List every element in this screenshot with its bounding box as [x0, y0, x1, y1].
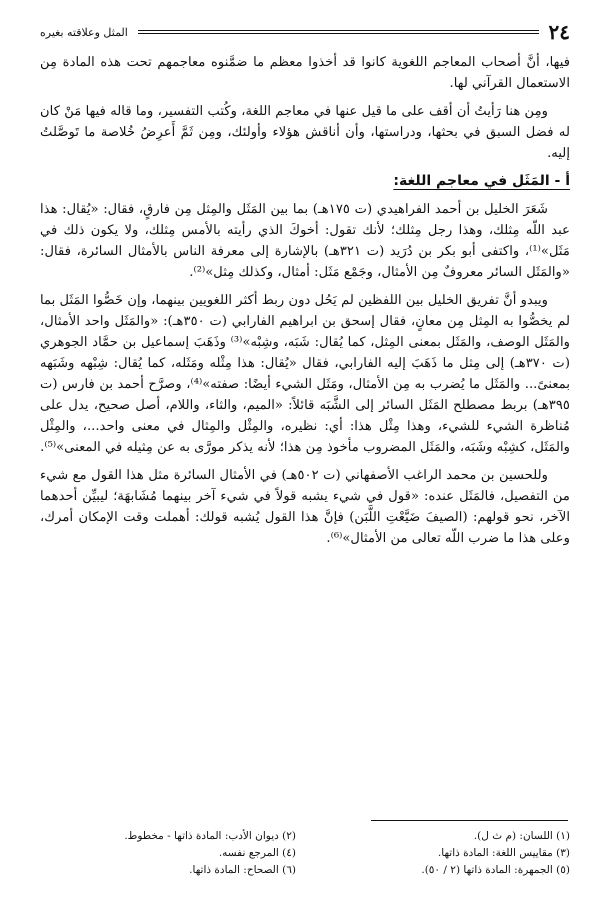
paragraph-lexicographers: ويبدو أنَّ تفريق الخليل بين اللفظين لم يَحُل دون ربط أكثر اللغويين بينهما، وإن خَصُّوا المَثَل بما لم يخصُّوا به المِثل مِن معانٍ، فقال إسحق بن ابراهيم الفارابي (ت ٣٥٠هـ): «والمَثَل واحد الأمثال، والمَثَل الوصف، والمَثَل بمعنى المِثل، كما يُقال: شَبَه، وشِبْه»⁽³⁾ وذَهَبَ إسماعيل بن حمَّاد الجوهري (ت ٣٧٠هـ) إلى مِثل ما ذَهَبَ إليه الفارابي، فقال «يُقال: هذا مِثْله ومَثَله، كما يُقال: شِبْهه وشَبَهه بمعنىً... والمَثَل ما يُضرب به مِن الأمثال، ومَثَل الشيء أيضًا: صفته»⁽⁴⁾، وصرَّح أحمد بن فارس (ت ٣٩٥هـ) بربط مصطلح المَثَل السائر إلى الشَّبَه قائلاً: «الميم، والثاء، واللام، أصل صحيح، يدل على مُناظرة الشيء للشيء، وهذا مِثْل هذا: أي: نظيره، والمِثْل والمِثال في معنى واحد...، والمِثْل والمَثَل، كشِبْه وشَبَه، والمَثَل المضروب مأخوذ مِن هذا؛ لأنه يذكر مورَّى به عن مِثيله في المعنى»⁽⁵⁾.: [40, 293, 570, 455]
footnote-1: (١) اللسان: (م ث ل).: [473, 830, 570, 842]
paragraph-continuation: فيها، أنَّ أصحاب المعاجم اللغوية كانوا قد أخذوا معظم ما ضمَّنوه معاجمهم تحت هذه المادة مِن الاستعمال القرآني لها.: [40, 55, 570, 91]
footnote-rule: [371, 820, 568, 821]
footnote-4: (٤) المرجع نفسه.: [218, 847, 296, 859]
footnotes: [40, 828, 570, 878]
page-number: ٢٤: [548, 20, 570, 44]
page-body: [40, 52, 570, 556]
section-heading: أ - المَثَل في معاجم اللغة:: [393, 173, 570, 189]
footnote-6: (٦) الصحاح: المادة ذاتها.: [189, 864, 296, 876]
paragraph-raghib: وللحسين بن محمد الراغب الأصفهاني (ت ٥٠٢هـ) في الأمثال السائرة مثل هذا القول مع شيء من التفصيل، فالمَثَل عنده: «قول في شيء يشبه قولاً في شيء آخر بينهما مُشَابهَة؛ ليبيِّن أحدهما الآخر، نحو قولهم: (الصيفَ ضَيَّعْتِ اللَّبَن) فإنَّ هذا القول يُشبه قولك: أهملت وقت الإمكان أمرك، وعلى هذا ما ضرب اللّه تعالى من الأمثال»⁽⁶⁾.: [40, 468, 570, 546]
page-header: [40, 20, 570, 44]
header-rule: [138, 30, 539, 34]
footnote-5: (٥) الجمهرة: المادة ذاتها (٢ / ٥٠).: [421, 864, 570, 876]
paragraph-intro: ومِن هنا رَأيتُ أن أقف على ما قيل عنها في معاجم اللغة، وكُتب التفسير، وما قاله فيها مَنْ كان له فضل السبق في بحثها، ودراستها، وأن أناقش هؤلاء وأولئك، ومِن ثَمَّ أَعرِضُ خُلاصة ما تَوصَّلتُ إليه.: [40, 104, 570, 161]
footnote-3: (٣) مقاييس اللغة: المادة ذاتها.: [437, 847, 570, 859]
running-title: المثل وعلاقته بغيره: [40, 25, 128, 39]
paragraph-khalil: شَعَرَ الخليل بن أحمد الفراهيدي (ت ١٧٥هـ) بما بين المَثَل والمِثل مِن فارقٍ، فقال: «يُقال: هذا عبد اللّه مِثلك، وهذا رجل مِثلك؛ لأنك تقول: أخوكَ الذي رأيته بالأمس مِثلك، ولا يكون ذلك في مَثَل»⁽¹⁾، واكتفى أبو بكر بن دُرَيد (ت ٣٢١هـ) بالإشارة إلى معرفة الناس بالأمثال السائرة، فقال: «والمَثَل السائر معروفٌ مِن الأمثال، وجَمْع مَثَل: أمثال، وكذلك مِثل»⁽²⁾.: [40, 202, 570, 280]
footnote-2: (٢) ديوان الأدب: المادة ذاتها - مخطوط.: [124, 830, 296, 842]
